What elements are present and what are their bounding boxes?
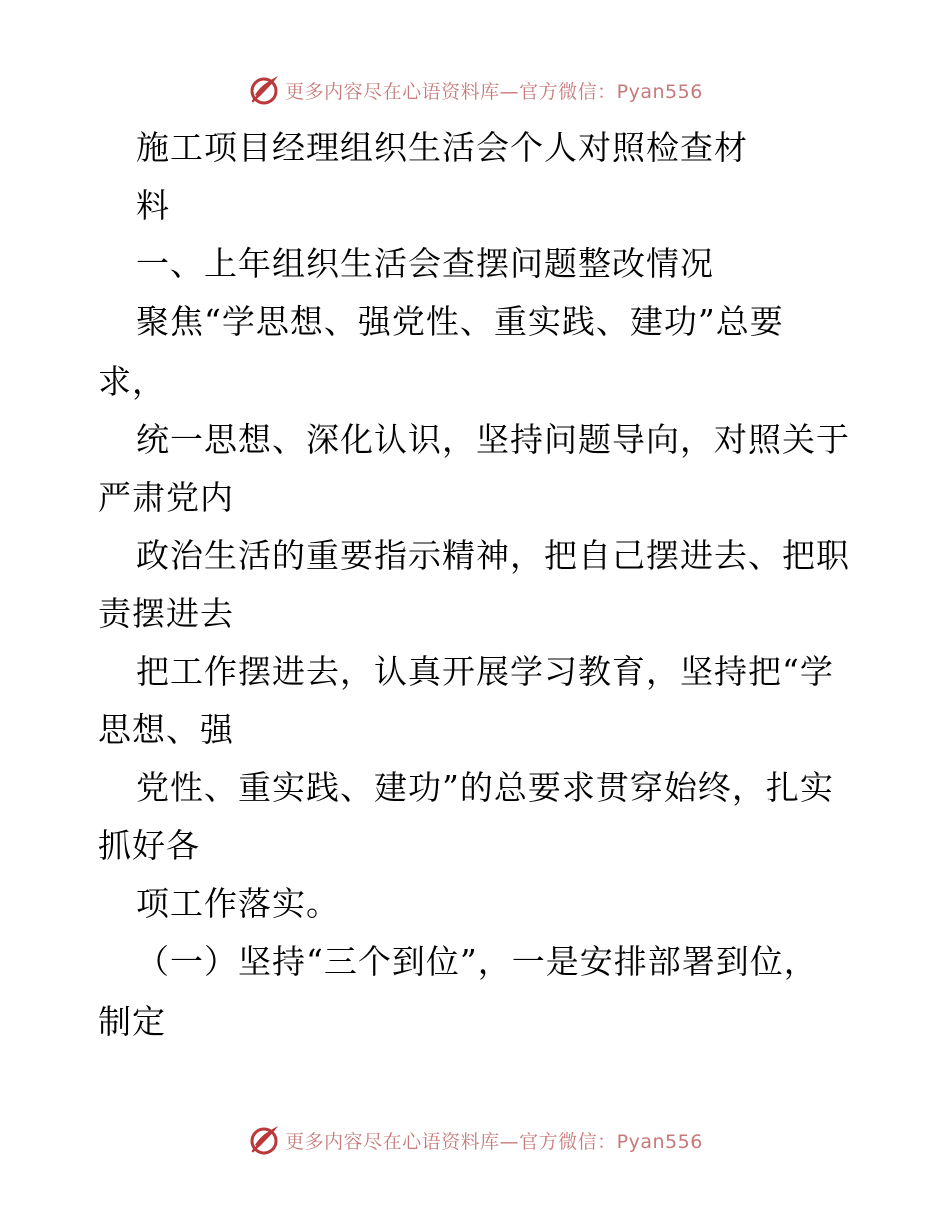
header-watermark bbox=[0, 70, 950, 110]
subsection-line: （一）坚持“三个到位”，一是安排部署到位， bbox=[136, 942, 818, 981]
watermark-text: 更多内容尽在心语资料库—官方微信：Pyan556 bbox=[285, 80, 703, 103]
doc-title-line-2: 料 bbox=[136, 186, 170, 225]
paragraph-line: 求， bbox=[98, 362, 166, 401]
quill-seal-icon bbox=[247, 1123, 281, 1157]
paragraph-line: 制定 bbox=[98, 1002, 166, 1041]
paragraph-line: 严肃党内 bbox=[98, 478, 234, 517]
paragraph-line: 责摆进去 bbox=[98, 594, 234, 633]
section-heading: 一、上年组织生活会查摆问题整改情况 bbox=[136, 244, 714, 283]
watermark-text: 更多内容尽在心语资料库—官方微信：Pyan556 bbox=[285, 1130, 703, 1153]
paragraph-line: 项工作落实。 bbox=[136, 884, 340, 923]
paragraph-line: 把工作摆进去，认真开展学习教育，坚持把“学 bbox=[136, 652, 834, 691]
paragraph-line: 政治生活的重要指示精神，把自己摆进去、把职 bbox=[136, 536, 850, 575]
quill-seal-icon bbox=[247, 73, 281, 107]
paragraph-line: 党性、重实践、建功”的总要求贯穿始终，扎实 bbox=[136, 768, 834, 807]
doc-title-line-1: 施工项目经理组织生活会个人对照检查材 bbox=[136, 128, 748, 167]
paragraph-line: 思想、强 bbox=[98, 710, 234, 749]
paragraph-line: 聚焦“学思想、强党性、重实践、建功”总要 bbox=[136, 302, 784, 341]
footer-watermark bbox=[0, 1120, 950, 1160]
paragraph-line: 统一思想、深化认识，坚持问题导向，对照关于 bbox=[136, 420, 850, 459]
paragraph-line: 抓好各 bbox=[98, 826, 200, 865]
